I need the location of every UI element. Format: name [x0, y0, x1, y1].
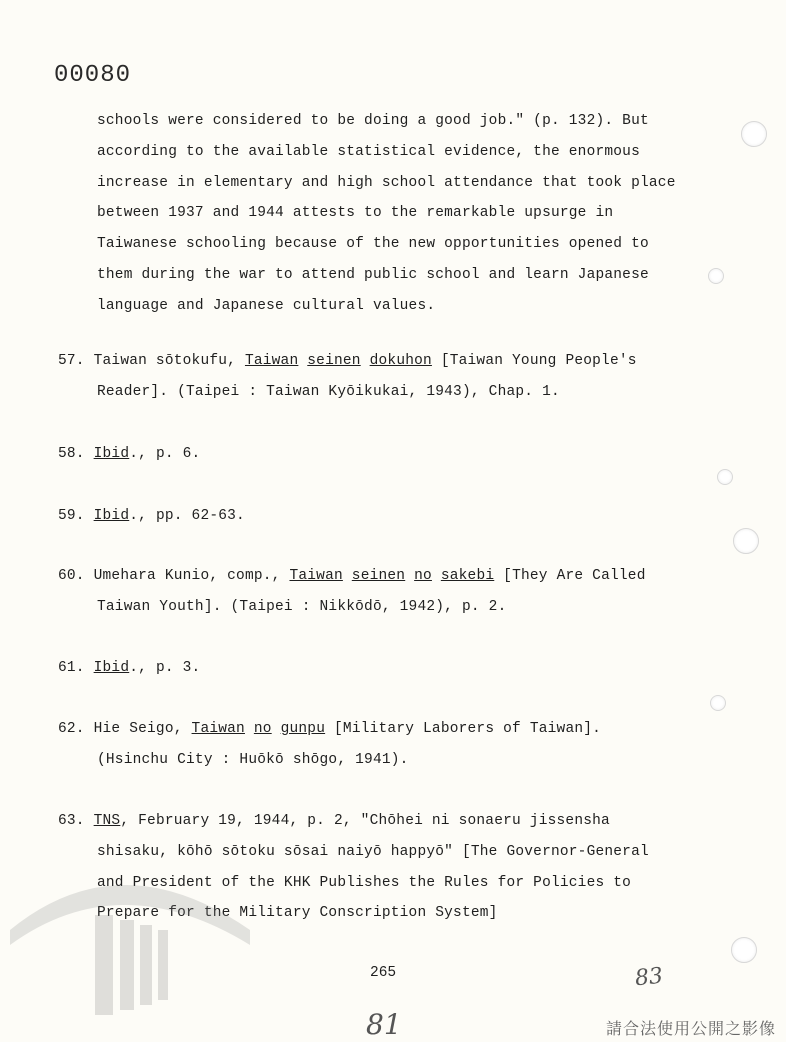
ibid-word: Ibid	[93, 446, 130, 462]
footnote-line	[58, 714, 728, 745]
footnote-59	[58, 501, 728, 532]
punch-hole	[710, 695, 726, 711]
footnote-text: [Military Laborers of Taiwan].	[325, 721, 602, 737]
footnote-text: ., p. 6.	[129, 446, 201, 462]
footnote-line: Taiwan Youth]. (Taipei : Nikkōdō, 1942), p. 2.	[97, 598, 507, 615]
footnote-text: [Taiwan Young People's	[431, 353, 637, 369]
title-word: no	[414, 568, 432, 584]
title-word: seinen	[351, 568, 406, 584]
paragraph-line: between 1937 and 1944 attests to the remarkable upsurge in	[97, 205, 614, 222]
footnote-line: (Hsinchu City : Huōkō shōgo, 1941).	[97, 751, 409, 768]
footnote-text: Taiwan sōtokufu,	[93, 353, 245, 369]
footnote-text: , February 19, 1944, p. 2, "Chōhei ni sonaeru jissensha	[120, 813, 610, 829]
footnote-text: ., pp. 62-63.	[129, 508, 245, 524]
page-number: 265	[370, 965, 397, 981]
footnote-line	[58, 346, 728, 377]
paragraph-line: increase in elementary and high school attendance that took place	[97, 174, 676, 191]
ibid-word: Ibid	[93, 660, 130, 676]
footnote-line: Prepare for the Military Conscription System]	[97, 905, 498, 922]
footnote-line	[58, 501, 728, 532]
footnote-number: 61.	[58, 660, 85, 676]
footnote-text: [They Are Called	[494, 568, 646, 584]
title-word: dokuhon	[369, 353, 432, 369]
footnote-number: 59.	[58, 508, 85, 524]
footnote-number: 62.	[58, 721, 85, 737]
title-word: seinen	[307, 353, 361, 369]
handwritten-page-mark: 81	[366, 1008, 402, 1041]
archive-watermark-logo	[0, 820, 260, 1020]
title-word: Taiwan	[244, 353, 299, 369]
footnote-number: 63.	[58, 813, 85, 829]
footnote-number: 58.	[58, 446, 85, 462]
footnote-58	[58, 439, 728, 470]
footnote-number: 57.	[58, 353, 85, 369]
paragraph-line: Taiwanese schooling because of the new opportunities opened to	[97, 236, 649, 253]
footnote-text: Hie Seigo,	[93, 721, 192, 737]
archive-usage-stamp: 請合法使用公開之影像	[605, 1019, 776, 1038]
title-word: sakebi	[440, 568, 495, 584]
title-word: Taiwan	[191, 721, 245, 737]
handwritten-annotation: 83	[633, 963, 665, 992]
punch-hole	[741, 121, 767, 147]
continuation-paragraph	[97, 106, 737, 322]
footnote-57	[58, 346, 728, 408]
footnote-line: Reader]. (Taipei : Taiwan Kyōikukai, 1943), Chap. 1.	[97, 383, 560, 400]
footnote-62	[58, 714, 728, 776]
source-abbreviation: TNS	[93, 813, 121, 829]
punch-hole	[733, 528, 759, 554]
footnote-61	[58, 653, 728, 684]
footnote-line	[58, 439, 728, 470]
title-word: gunpu	[280, 721, 326, 737]
punch-hole	[717, 469, 733, 485]
footnote-line: and President of the KHK Publishes the Rules for Policies to	[97, 874, 632, 891]
paragraph-line: according to the available statistical evidence, the enormous	[97, 143, 640, 160]
footnote-text: Umehara Kunio, comp.,	[93, 568, 290, 584]
ibid-word: Ibid	[93, 508, 130, 524]
archive-page-code: 00080	[54, 62, 132, 89]
punch-hole	[731, 937, 757, 963]
punch-hole	[708, 268, 724, 284]
title-word: no	[253, 721, 272, 737]
footnote-60	[58, 561, 728, 623]
paragraph-line: them during the war to attend public school and learn Japanese	[97, 266, 649, 283]
footnote-text: ., p. 3.	[129, 660, 201, 676]
title-word: Taiwan	[289, 568, 343, 584]
footnote-line	[58, 653, 728, 684]
footnote-line: shisaku, kōhō sōtoku sōsai naiyō happyō" [The Governor-General	[97, 843, 649, 860]
footnote-number: 60.	[58, 568, 85, 584]
paragraph-line: language and Japanese cultural values.	[97, 297, 436, 314]
paragraph-line: schools were considered to be doing a good job." (p. 132). But	[97, 113, 649, 129]
footnote-line	[58, 561, 728, 592]
